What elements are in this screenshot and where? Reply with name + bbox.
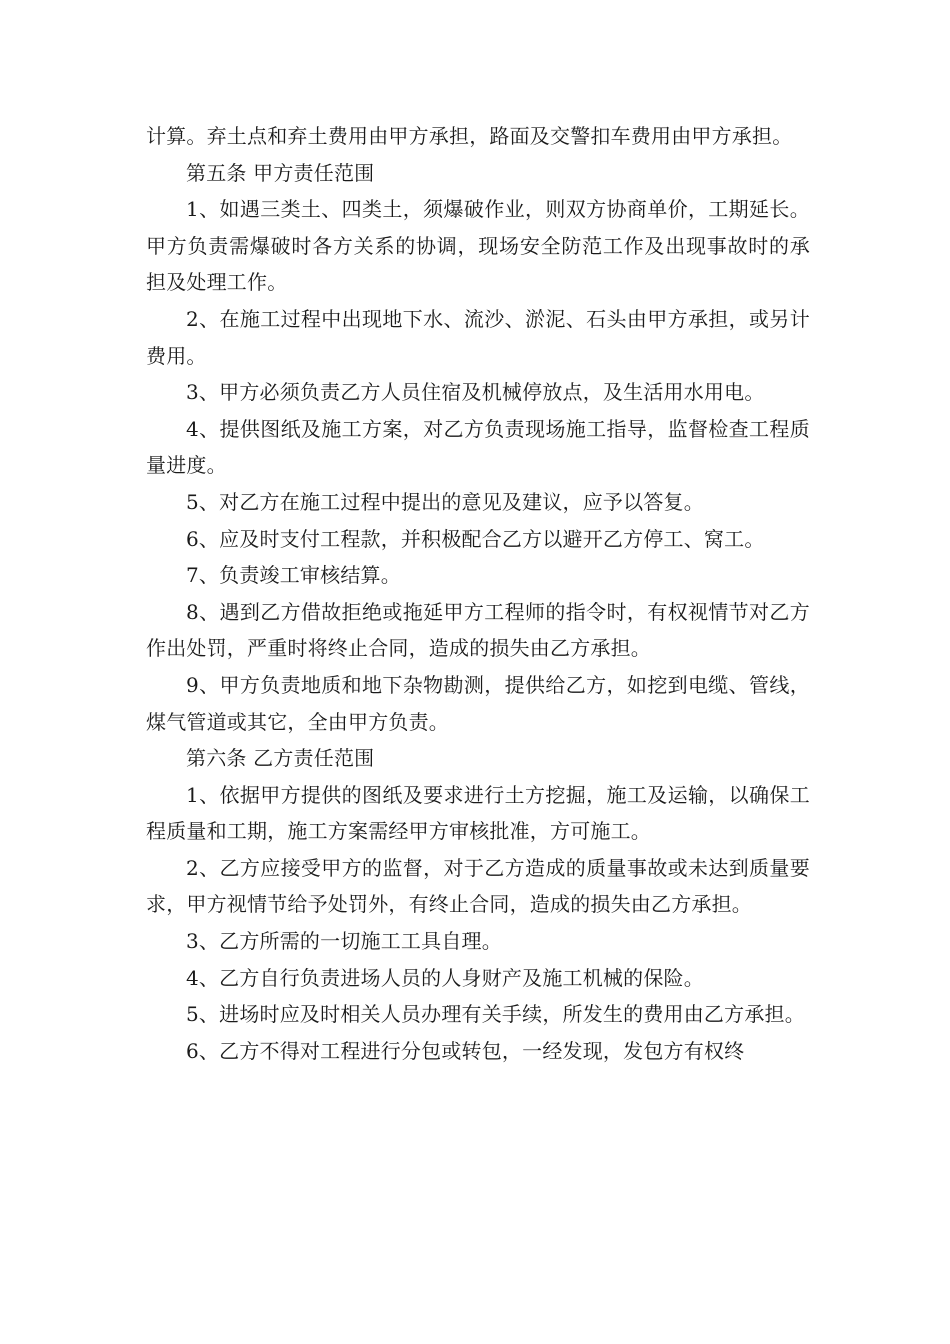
article-5-item-6: 6、应及时支付工程款，并积极配合乙方以避开乙方停工、窝工。: [186, 526, 765, 551]
article-6-item-2: 2、乙方应接受甲方的监督，对于乙方造成的质量事故或未达到质量要求，甲方视情节给予处罚外，有终止合同，造成的损失由乙方承担。: [146, 855, 810, 917]
article-5-heading: 第五条 甲方责任范围: [186, 160, 375, 185]
article-5-item-8: 8、遇到乙方借故拒绝或拖延甲方工程师的指令时，有权视情节对乙方作出处罚，严重时将终止合同，造成的损失由乙方承担。: [146, 599, 810, 661]
article-5-item-7: 7、负责竣工审核结算。: [186, 563, 401, 588]
paragraph-continuation: 计算。弃土点和弃土费用由甲方承担，路面及交警扣车费用由甲方承担。: [146, 124, 793, 148]
article-6-item-6: 6、乙方不得对工程进行分包或转包，一经发现，发包方有权终: [186, 1038, 745, 1063]
article-6-item-4: 4、乙方自行负责进场人员的人身财产及施工机械的保险。: [186, 965, 704, 990]
document-body: [146, 118, 810, 1069]
article-5-item-5: 5、对乙方在施工过程中提出的意见及建议，应予以答复。: [186, 489, 704, 514]
article-6-item-5: 5、进场时应及时相关人员办理有关手续，所发生的费用由乙方承担。: [186, 1002, 805, 1027]
article-6-item-1: 1、依据甲方提供的图纸及要求进行土方挖掘，施工及运输，以确保工程质量和工期，施工方案需经甲方审核批准，方可施工。: [146, 782, 810, 844]
article-5-item-3: 3、甲方必须负责乙方人员住宿及机械停放点，及生活用水用电。: [186, 380, 765, 405]
article-6-item-3: 3、乙方所需的一切施工工具自理。: [186, 929, 502, 954]
article-5-item-4: 4、提供图纸及施工方案，对乙方负责现场施工指导，监督检查工程质量进度。: [146, 416, 810, 478]
article-5-item-2: 2、在施工过程中出现地下水、流沙、淤泥、石头由甲方承担，或另计费用。: [146, 306, 810, 368]
article-5-item-1: 1、如遇三类土、四类土，须爆破作业，则双方协商单价，工期延长。甲方负责需爆破时各方关系的协调，现场安全防范工作及出现事故时的承担及处理工作。: [146, 197, 810, 295]
article-5-item-9: 9、甲方负责地质和地下杂物勘测，提供给乙方，如挖到电缆、管线，煤气管道或其它，全由甲方负责。: [146, 672, 810, 734]
article-6-heading: 第六条 乙方责任范围: [186, 746, 375, 771]
